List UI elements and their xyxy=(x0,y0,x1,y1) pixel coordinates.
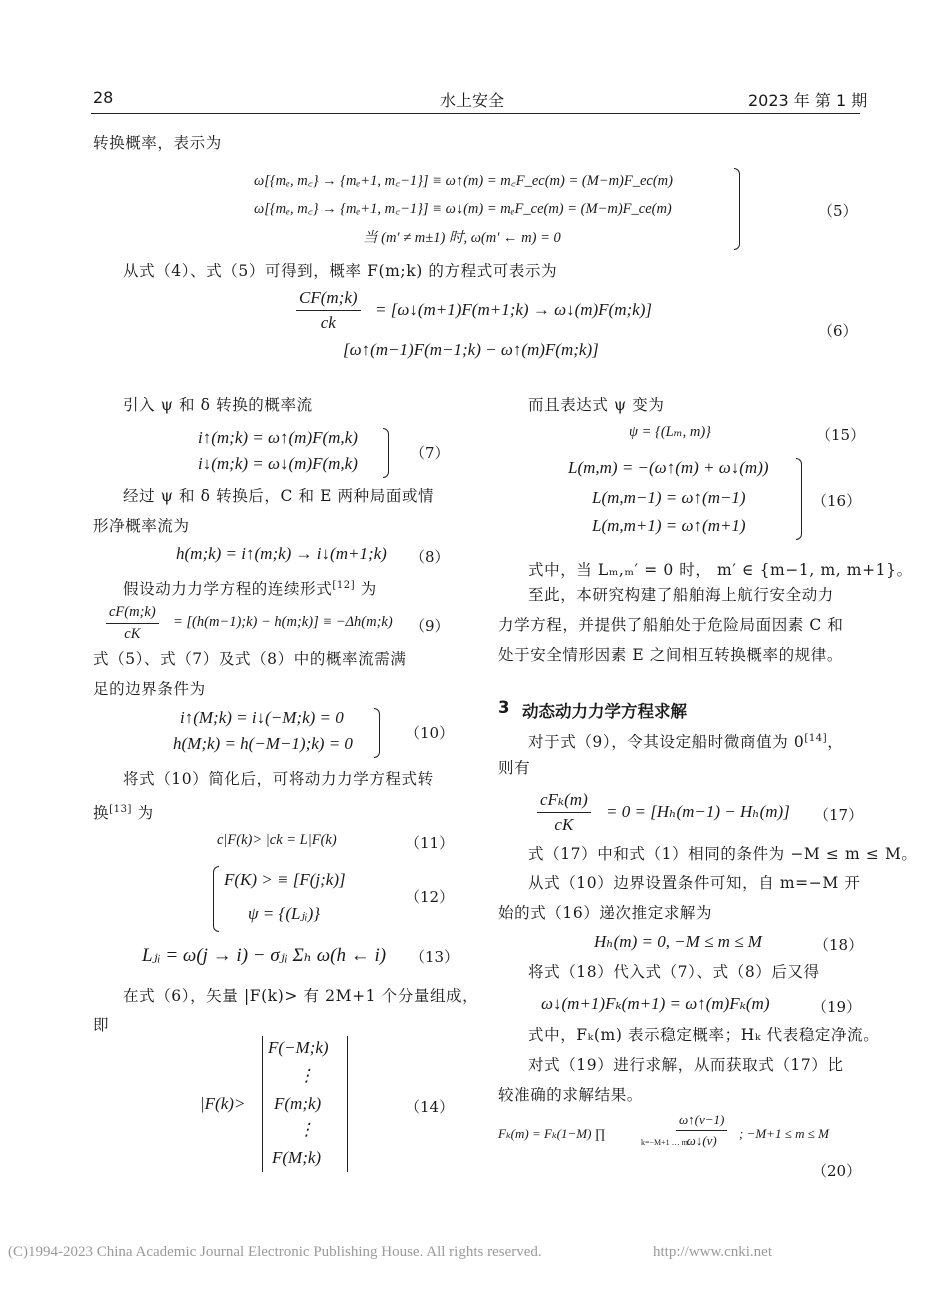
eq6-numerator: CF(m;k) xyxy=(296,288,361,311)
eq12-line2: ψ = {(Lⱼᵢ)} xyxy=(248,904,321,923)
eq18-number: （18） xyxy=(814,936,864,954)
eq11-number: （11） xyxy=(405,834,455,852)
issue-label: 2023 年 第 1 期 xyxy=(748,91,868,110)
left-p5b xyxy=(93,794,154,829)
right-p6a: 从式（10）边界设置条件可知，自 m=−M 开 xyxy=(528,874,861,892)
left-p3 xyxy=(123,570,377,605)
eq6-denominator: ck xyxy=(320,313,336,332)
eq14-row5: F(M;k) xyxy=(272,1148,322,1167)
right-p4-end: ， xyxy=(827,733,844,752)
right-p2: 式中，当 Lₘ,ₘ′ = 0 时， m′ ∈ {m−1, m, m+1}。 xyxy=(528,561,913,579)
eq14-row2: ⋮ xyxy=(298,1066,315,1085)
eq9-denominator: cK xyxy=(124,626,141,642)
eq9-fraction xyxy=(106,604,159,643)
eq6-fraction xyxy=(296,288,361,333)
section-3-title: 动态动力力学方程求解 xyxy=(522,702,687,721)
right-p1: 而且表达式 ψ 变为 xyxy=(528,396,665,414)
right-p9a: 对式（19）进行求解，从而获取式（17）比 xyxy=(528,1056,844,1074)
eq17-numerator: cFₖ(m) xyxy=(537,790,591,813)
left-p2a: 经过 ψ 和 δ 转换后，C 和 E 两种局面或情 xyxy=(123,487,435,505)
page-number: 28 xyxy=(93,88,114,107)
eq20-denominator: ω↓(v) xyxy=(686,1133,717,1148)
eq20-limits: k=−M+1 … m xyxy=(641,1138,688,1147)
eq20-numerator: ω↑(v−1) xyxy=(676,1112,727,1131)
left-p5b-text: 换 xyxy=(93,804,110,823)
ref-13: [13] xyxy=(109,804,133,815)
right-p6b: 始的式（16）递次推定求解为 xyxy=(498,904,713,922)
section-3-number: 3 xyxy=(498,698,510,717)
eq8: h(m;k) = i↑(m;k) → i↓(m+1;k) xyxy=(176,544,387,563)
eq14-row4: ⋮ xyxy=(298,1120,315,1139)
eq20-rest: ; −M+1 ≤ m ≤ M xyxy=(739,1126,829,1141)
right-p8: 式中，Fₖ(m) 表示稳定概率；Hₖ 代表稳定净流。 xyxy=(528,1026,880,1044)
left-p4b: 足的边界条件为 xyxy=(93,680,206,698)
left-p2b: 形净概率流为 xyxy=(93,517,190,535)
eq5-number: （5） xyxy=(818,202,858,220)
left-p5b-end: 为 xyxy=(132,804,154,823)
eq14-row3: F(m;k) xyxy=(274,1094,322,1113)
eq12-brace xyxy=(213,866,219,932)
header-rule xyxy=(91,113,860,114)
eq16-line3: L(m,m+1) = ω↑(m+1) xyxy=(592,516,746,535)
left-p1: 引入 ψ 和 δ 转换的概率流 xyxy=(123,396,313,414)
eq13: Lⱼᵢ = ω(j → i) − σⱼᵢ Σₕ ω(h ← i) xyxy=(142,945,387,966)
eq17-denominator: cK xyxy=(554,815,574,834)
eq6-line1: = [ω↓(m+1)F(m+1;k) → ω↓(m)F(m;k)] xyxy=(375,300,652,319)
right-p3b: 力学方程，并提供了船舶处于危险局面因素 C 和 xyxy=(498,616,844,634)
eq6-line2: [ω↑(m−1)F(m−1;k) − ω↑(m)F(m;k)] xyxy=(343,340,599,359)
cnki-url[interactable]: http://www.cnki.net xyxy=(653,1244,773,1260)
eq5-line2: ω[{mₑ, m꜀} → {mₑ+1, m꜀−1}] ≡ ω↓(m) = mₑF_ce(m) = (M−m)F_ce(m) xyxy=(254,201,672,217)
intro-text: 转换概率，表示为 xyxy=(93,134,222,152)
eq16-line2: L(m,m−1) = ω↑(m−1) xyxy=(592,488,746,507)
eq19-number: （19） xyxy=(812,998,862,1016)
right-p9b: 较准确的求解结果。 xyxy=(498,1086,643,1104)
eq13-number: （13） xyxy=(410,948,460,966)
eq16-number: （16） xyxy=(812,492,862,510)
eq8-number: （8） xyxy=(410,548,450,566)
right-p4-text: 对于式（9），令其设定船时微商值为 0 xyxy=(528,733,805,752)
eq20-lhs: Fₖ(m) = Fₖ(1−M) ∏ xyxy=(498,1126,606,1141)
left-p4a: 式（5）、式（7）及式（8）中的概率流需满 xyxy=(93,650,407,668)
eq9-number: （9） xyxy=(410,617,450,635)
right-p5: 式（17）中和式（1）相同的条件为 −M ≤ m ≤ M。 xyxy=(528,845,918,863)
eq12-line1: F(K) > ≡ [F(j;k)] xyxy=(224,870,346,889)
right-p7: 将式（18）代入式（7）、式（8）后又得 xyxy=(528,963,820,981)
eq16-brace xyxy=(796,458,802,540)
eq17-number: （17） xyxy=(814,806,864,824)
right-p4 xyxy=(528,723,843,758)
eq11: c|F(k)> |ck = L|F(k) xyxy=(217,832,337,848)
right-p3a: 至此，本研究构建了船舶海上航行安全动力 xyxy=(528,586,834,604)
eq5-line1: ω[{mₑ, m꜀} → {mₑ+1, m꜀−1}] ≡ ω↑(m) = m꜀F_ec(m) = (M−m)F_ec(m) xyxy=(254,173,673,189)
left-p6b: 即 xyxy=(93,1016,110,1034)
eq16-line1: L(m,m) = −(ω↑(m) + ω↓(m)) xyxy=(568,458,769,477)
right-p4b: 则有 xyxy=(498,759,531,777)
eq14-lhs: |F(k)> xyxy=(200,1094,246,1113)
eq14-row1: F(−M;k) xyxy=(268,1038,329,1057)
eq7-line2: i↓(m;k) = ω↓(m)F(m,k) xyxy=(198,454,358,473)
paragraph-eq6-intro: 从式（4）、式（5）可得到，概率 F(m;k) 的方程式可表示为 xyxy=(123,262,558,280)
eq5-line3: 当 (m′ ≠ m±1) 时, ω(m′ ← m) = 0 xyxy=(363,230,561,246)
eq15: ψ = {(Lₘ, m)} xyxy=(629,424,711,440)
copyright-footer: (C)1994-2023 China Academic Journal Electronic Publishing House. All rights reserved. xyxy=(8,1244,542,1260)
eq5-brace xyxy=(734,168,740,250)
left-p3-end: 为 xyxy=(355,580,377,599)
eq17-fraction xyxy=(537,790,591,835)
eq14-number: （14） xyxy=(405,1098,455,1116)
eq7-line1: i↑(m;k) = ω↑(m)F(m,k) xyxy=(198,428,358,447)
eq15-number: （15） xyxy=(816,426,866,444)
journal-title: 水上安全 xyxy=(440,91,505,110)
eq20-number: （20） xyxy=(812,1162,862,1180)
eq9-rest: = [(h(m−1);k) − h(m;k)] ≡ −Δh(m;k) xyxy=(173,614,393,630)
eq10-number: （10） xyxy=(405,724,455,742)
ref-14: [14] xyxy=(804,733,828,744)
right-p3c: 处于安全情形因素 E 之间相互转换概率的规律。 xyxy=(498,646,843,664)
eq7-number: （7） xyxy=(410,444,450,462)
eq6-number: （6） xyxy=(818,322,858,340)
eq19: ω↓(m+1)Fₖ(m+1) = ω↑(m)Fₖ(m) xyxy=(541,994,770,1013)
eq10-line1: i↑(M;k) = i↓(−M;k) = 0 xyxy=(180,708,344,727)
eq10-line2: h(M;k) = h(−M−1);k) = 0 xyxy=(173,734,353,753)
eq9-numerator: cF(m;k) xyxy=(106,604,159,624)
ref-12: [12] xyxy=(332,580,356,591)
left-p3-text: 假设动力力学方程的连续形式 xyxy=(123,580,333,599)
eq17-rest: = 0 = [Hₕ(m−1) − Hₕ(m)] xyxy=(606,802,790,821)
eq20-fraction xyxy=(676,1112,727,1149)
left-p5a: 将式（10）简化后，可将动力力学方程式转 xyxy=(123,770,434,788)
eq12-number: （12） xyxy=(405,888,455,906)
eq10-brace xyxy=(374,708,380,758)
left-p6a: 在式（6），矢量 |F(k)> 有 2M+1 个分量组成， xyxy=(123,987,479,1005)
eq18: Hₕ(m) = 0, −M ≤ m ≤ M xyxy=(594,932,762,951)
eq7-brace xyxy=(383,428,389,478)
